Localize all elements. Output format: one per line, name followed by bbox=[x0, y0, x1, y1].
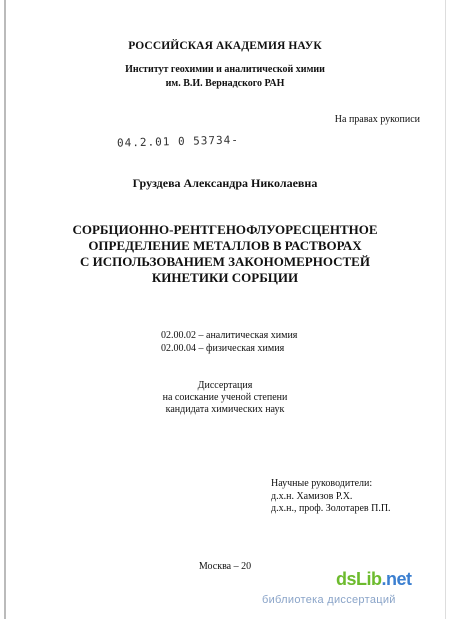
degree-statement bbox=[0, 380, 450, 416]
author-name: Груздева Александра Николаевна bbox=[132, 176, 318, 190]
organization-name: РОССИЙСКАЯ АКАДЕМИЯ НАУК bbox=[128, 40, 322, 52]
degree-line: на соискание ученой степени bbox=[162, 392, 288, 403]
dissertation-title bbox=[0, 222, 450, 286]
watermark-subtitle: библиотека диссертаций bbox=[262, 594, 396, 606]
watermark-logo-main: dsLib bbox=[336, 569, 382, 589]
institute-line-2: им. В.И. Вернадского РАН bbox=[165, 78, 285, 89]
title-line: ОПРЕДЕЛЕНИЕ МЕТАЛЛОВ В РАСТВОРАХ bbox=[88, 238, 362, 253]
title-line: КИНЕТИКИ СОРБЦИИ bbox=[151, 270, 299, 285]
supervisors-block bbox=[271, 478, 391, 516]
specialty-codes bbox=[161, 329, 297, 355]
supervisor-line: д.х.н. Хамизов Р.Х. bbox=[271, 490, 353, 502]
scan-right-edge bbox=[445, 0, 446, 619]
degree-line: кандидата химических наук bbox=[165, 404, 285, 415]
specialty-line: 02.00.04 – физическая химия bbox=[161, 343, 285, 354]
specialty-line: 02.00.02 – аналитическая химия bbox=[161, 330, 298, 341]
city-year: Москва – 20 bbox=[198, 561, 252, 572]
supervisors-heading: Научные руководители: bbox=[271, 478, 373, 489]
watermark-logo-suffix: .net bbox=[381, 569, 412, 589]
degree-line: Диссертация bbox=[197, 380, 253, 391]
institute-line-1: Институт геохимии и аналитической химии bbox=[125, 64, 325, 75]
title-line: СОРБЦИОННО-РЕНТГЕНОФЛУОРЕСЦЕНТНОЕ bbox=[72, 222, 378, 237]
dslib-watermark-logo bbox=[336, 569, 412, 590]
rights-note: На правах рукописи bbox=[334, 114, 420, 125]
library-stamp-number: 04.2.01 0 53734- bbox=[116, 133, 240, 150]
scan-left-edge bbox=[4, 0, 6, 619]
title-line: С ИСПОЛЬЗОВАНИЕМ ЗАКОНОМЕРНОСТЕЙ bbox=[80, 254, 370, 269]
supervisor-line: д.х.н., проф. Золотарев П.П. bbox=[271, 503, 391, 514]
